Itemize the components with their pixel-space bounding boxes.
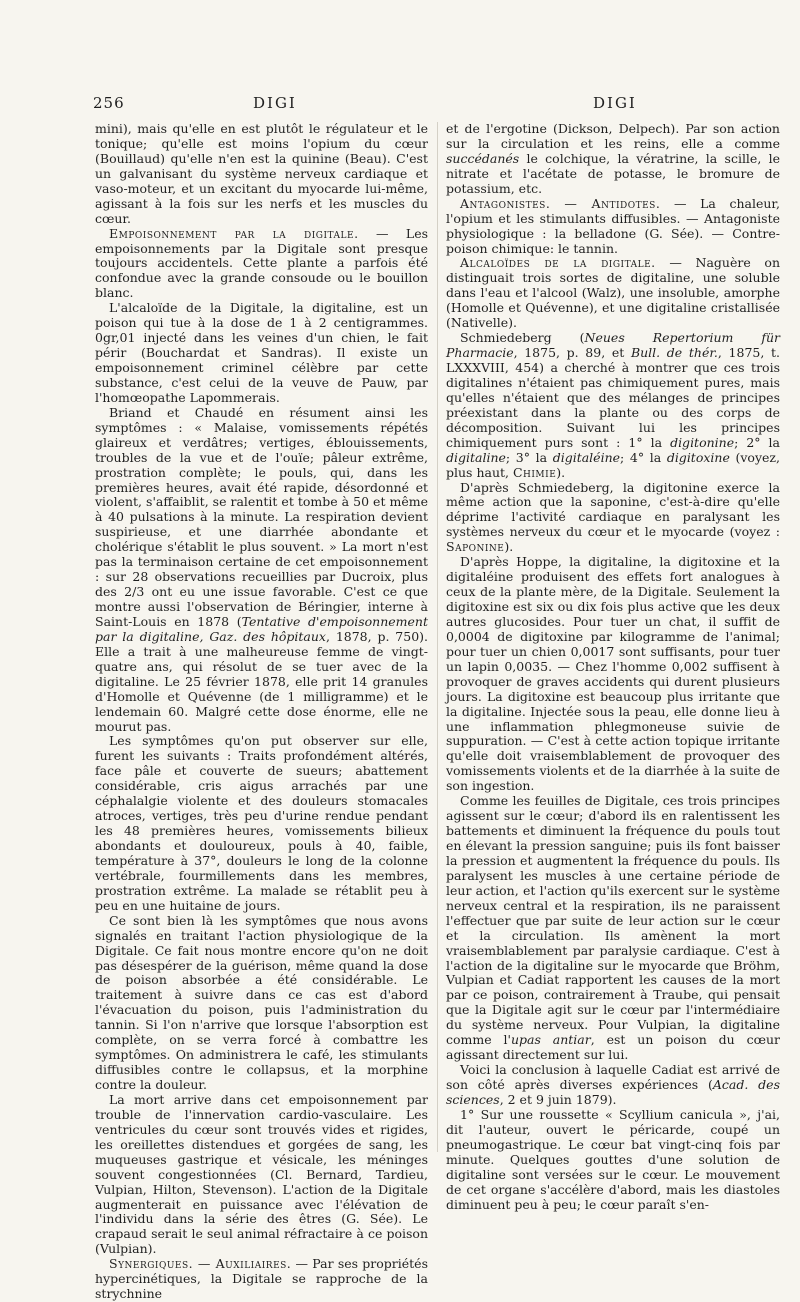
paragraph: Ce sont bien là les symptômes que nous avons signalés en traitant l'action physiologique de la Digitale. Ce fait nous montre encore qu'on ne doit pas désespérer de la guérison, même quand la dose de poison absorbée a été considérable. Le traitement à suivre dans ce cas est d'abord l'évacuation du poison, puis l'administration du tannin. Si l'on n'arrive que lorsque l'absorption est complète, on se verra forcé à combattre les symptômes. On administrera le café, les stimulants diffusibles contre le collapsus, et la morphine contre la douleur. bbox=[95, 912, 428, 1092]
section-heading: Synergiques. — Auxiliaires. bbox=[109, 1256, 292, 1272]
running-head-left: DIGI bbox=[253, 94, 297, 112]
paragraph: Les symptômes qu'on put observer sur elle, furent les suivants : Traits profondément altérés, face pâle et couverte de sueurs; abattement considérable, cris aigus arrachés par une céphalalgie violente et des douleurs stomacales atroces, vertiges, très peu d'urine rendue pendant les 48 premières heures, vomissements bilieux abondants et douloureux, pouls à 40, faible, température à 37°, douleurs le long de la colonne vertébrale, fourmillements dans les membres, prostration extrême. La malade se rétablit peu à peu en une huitaine de jours. bbox=[95, 733, 428, 913]
paragraph: et de l'ergotine (Dickson, Delpech). Par son action sur la circulation et les reins, elle a comme succédanés le colchique, la vératrine, la scille, le nitrate et l'acétate de potasse, le bromure de potassium, etc. bbox=[446, 121, 780, 196]
paragraph: Voici la conclusion à laquelle Cadiat est arrivé de son côté après diverses expériences (Acad. des sciences, 2 et 9 juin 1879). bbox=[446, 1062, 780, 1107]
right-column bbox=[446, 121, 780, 1212]
section-heading: Alcaloïdes de la digitale. bbox=[460, 255, 656, 271]
paragraph: Comme les feuilles de Digitale, ces trois principes agissent sur le cœur; d'abord ils en ralentissent les battements et diminuent la fréquence du pouls tout en élevant la pression sanguine; puis ils font baisser la pression et augmentent la fréquence du pouls. Ils paralysent les muscles à une certaine période de leur action, et l'action qu'ils exercent sur le système nerveux central et la respiration, ils ne paraissent l'effectuer que par suite de leur action sur le cœur et la circulation. Ils amènent la mort vraisemblablement par paralysie cardiaque. C'est à l'action de la digitaline sur le myocarde que Bröhm, Vulpian et Cadiat rapportent les causes de la mort par ce poison, contrairement à Traube, qui pensait que la Digitale agit sur le cœur par l'intermédiaire du système nerveux. Pour Vulpian, la digitaline comme l'upas antiar, est un poison du cœur agissant directement sur lui. bbox=[446, 793, 780, 1063]
paragraph: Alcaloïdes de la digitale. — Naguère on distinguait trois sortes de digitaline, une soluble dans l'eau et l'alcool (Walz), une insoluble, amorphe (Homolle et Quévenne), et une digitaline cristallisée (Nativelle). bbox=[446, 255, 780, 331]
paragraph: Antagonistes. — Antidotes. — La chaleur, l'opium et les stimulants diffusibles. — Antagoniste physiologique : la belladone (G. Sée). — Contre-poison chimique: le tannin. bbox=[446, 195, 780, 256]
paragraph: D'après Schmiedeberg, la digitonine exerce la même action que la saponine, c'est-à-dire qu'elle déprime l'activité cardiaque en paralysant les systèmes nerveux du cœur et le myocarde (voyez : Saponine). bbox=[446, 479, 780, 555]
paragraph: 1° Sur une roussette « Scyllium canicula », j'ai, dit l'auteur, ouvert le péricarde, coupé un pneumogastrique. Le cœur bat vingt-cinq fois par minute. Quelques gouttes d'une solution de digitaline sont versées sur le cœur. Le mouvement de cet organe s'accélère d'abord, mais les diastoles diminuent peu à peu; le cœur paraît s'en- bbox=[446, 1106, 780, 1212]
paragraph: Schmiedeberg (Neues Repertorium für Pharmacie, 1875, p. 89, et Bull. de thér., 1875, t. LXXXVIII, 454) a cherché à montrer que ces trois digitalines n'étaient pas chimiquement pures, mais qu'elles n'étaient que des mélanges de principes préexistant dans la plante ou des corps de décomposition. Suivant lui les principes chimiquement purs sont : 1° la digitonine; 2° la digitaline; 3° la digitaléine; 4° la digitoxine (voyez, plus haut, Chimie). bbox=[446, 330, 780, 480]
paragraph: Synergiques. — Auxiliaires. — Par ses propriétés hypercinétiques, la Digitale se rapproche de la strychnine bbox=[95, 1256, 428, 1302]
paragraph: mini), mais qu'elle en est plutôt le régulateur et le tonique; qu'elle est moins l'opium du cœur (Bouillaud) qu'elle n'en est la quinine (Beau). C'est un galvanisant du système nerveux cardiaque et vaso-moteur, et un excitant du myocarde lui-même, agissant à la fois sur les nerfs et les muscles du cœur. bbox=[95, 121, 428, 226]
page-number: 256 bbox=[93, 94, 125, 112]
paragraph: L'alcaloïde de la Digitale, la digitaline, est un poison qui tue à la dose de 1 à 2 centigrammes. 0gr,01 injecté dans les veines d'un chien, le fait périr (Bouchardat et Sandras). Il existe un empoisonnement criminel célèbre par cette substance, c'est celui de la veuve de Pauw, par l'homœopathe Lapommerais. bbox=[95, 300, 428, 405]
paragraph: Briand et Chaudé en résument ainsi les symptômes : « Malaise, vomissements répétés glaireux et verdâtres; vertiges, éblouissements, troubles de la vue et de l'ouïe; pâleur extrême, prostration complète; le pouls, qui, dans les premières heures, avait été rapide, désordonné et violent, s'affaiblit, se ralentit et tombe à 50 et même à 40 pulsations à la minute. La respiration devient suspirieuse, et une diarrhée abondante et cholérique s'établit le plus souvent. » La mort n'est pas la terminaison certaine de cet empoisonnement : sur 28 observations recueillies par Ducroix, plus des 2/3 ont eu une issue favorable. C'est ce que montre aussi l'observation de Béringier, interne à Saint-Louis en 1878 (Tentative d'empoisonnement par la digitaline, Gaz. des hôpitaux, 1878, p. 750). Elle a trait à une malheureuse femme de vingt-quatre ans, qui résolut de se tuer avec de la digitaline. Le 25 février 1878, elle prit 14 granules d'Homolle et Quévenne (de 1 milligramme) et le lendemain 60. Malgré cette dose énorme, elle ne mourut pas. bbox=[95, 404, 428, 734]
running-head-right: DIGI bbox=[593, 94, 637, 112]
column-divider bbox=[437, 122, 438, 1152]
section-heading: Antagonistes. — Antidotes. bbox=[460, 195, 661, 211]
section-heading: Empoisonnement par la digitale. bbox=[109, 225, 359, 241]
left-column bbox=[95, 121, 429, 1302]
paragraph: La mort arrive dans cet empoisonnement par trouble de l'innervation cardio-vasculaire. Les ventricules du cœur sont trouvés vides et rigides, les oreillettes distendues et gorgées de sang, les muqueuses gastrique et vésicale, les méninges souvent congestionnées (Cl. Bernard, Tardieu, Vulpian, Hilton, Stevenson). L'action de la Digitale augmenterait en puissance avec l'élévation de l'individu dans la série des êtres (G. Sée). Le crapaud serait le seul animal réfractaire à ce poison (Vulpian). bbox=[95, 1091, 428, 1257]
paragraph: D'après Hoppe, la digitaline, la digitoxine et la digitaléine produisent des effets fort analogues à ceux de la plante mère, de la Digitale. Seulement la digitoxine est six ou dix fois plus active que les deux autres glucosides. Pour tuer un chat, il suffit de 0,0004 de digitoxine par kilogramme de l'animal; pour tuer un chien 0,0017 sont suffisants, pour tuer un lapin 0,0035. — Chez l'homme 0,002 suffisent à provoquer de graves accidents qui durent plusieurs jours. La digitoxine est beaucoup plus irritante que la digitaline. Injectée sous la peau, elle donne lieu à une inflammation phlegmoneuse suivie de suppuration. — C'est à cette action topique irritante qu'elle doit vraisemblablement de provoquer des vomissements violents et de la diarrhée à la suite de son ingestion. bbox=[446, 554, 780, 794]
paragraph: Empoisonnement par la digitale. — Les empoisonnements par la Digitale sont presque toujours accidentels. Cette plante a parfois été confondue avec la grande consoude ou le bouillon blanc. bbox=[95, 225, 429, 301]
